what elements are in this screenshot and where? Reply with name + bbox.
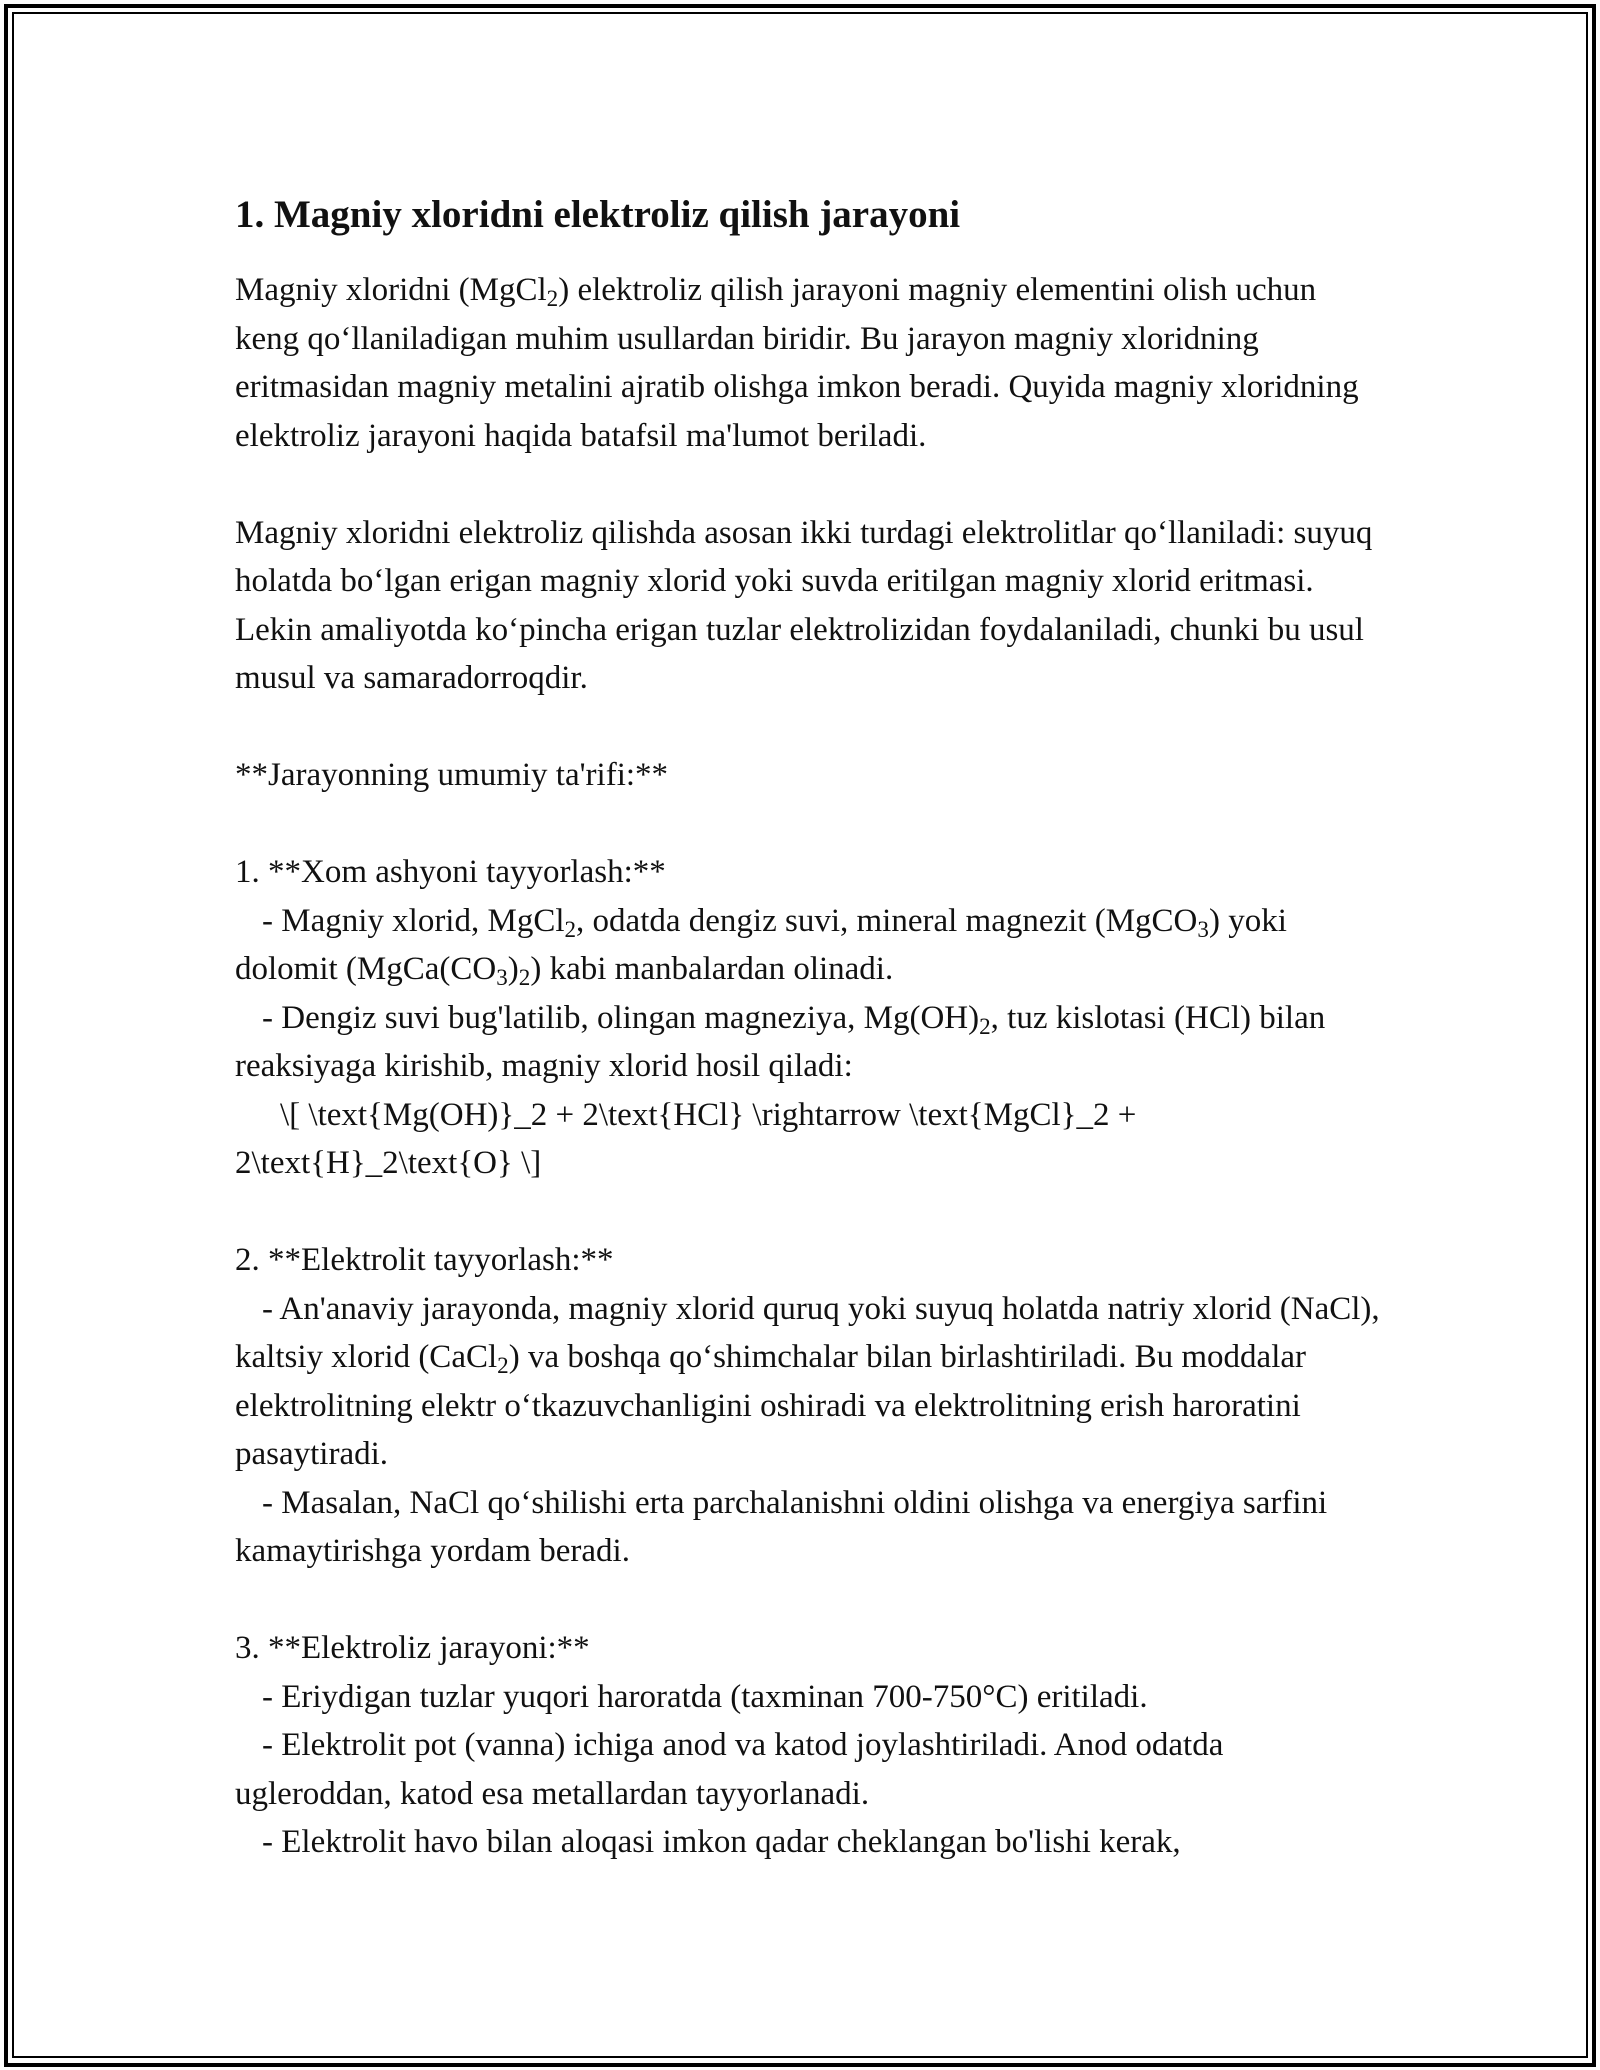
- section-1-formula: \[ \text{Mg(OH)}_2 + 2\text{HCl} \rightarrow \text{MgCl}_2 + 2\text{H}_2\text{O} \]: [235, 1096, 1137, 1181]
- electrolyte-paragraph: Magniy xloridni elektroliz qilishda asosan ikki turdagi elektrolitlar qo‘llaniladi: suyuq holatda bo‘lgan erigan magniy xlorid yoki suvda eritilgan magniy xlorid eritmasi. Lekin amaliyotda ko‘pincha erigan tuzlar elektrolizidan foydalaniladi, chunki bu usul musul va samaradorroqdir.: [235, 514, 1373, 696]
- section-1-bullet-2: - Dengiz suvi bug'latilib, olingan magneziya, $Mg(OH)_2$, tuz kislotasi (HCl) bilan reaksiyaga kirishib, magniy xlorid hosil qiladi:: [235, 999, 1326, 1084]
- document-page: [235, 190, 1385, 1867]
- section-2-bullet-2: - Masalan, NaCl qo‘shilishi erta parchalanishni oldini olishga va energiya sarfini kamaytirishga yordam beradi.: [235, 1484, 1328, 1569]
- paragraph-gap: [235, 703, 1385, 752]
- section-2-title: 2. **Elektrolit tayyorlash:**: [235, 1242, 614, 1278]
- section-1-bullet-1: - Magniy xlorid, MgCl$_2$, odatda dengiz suvi, mineral magnezit (MgCO$_3$) yoki dolomit $(MgCa(CO_3)_2)$ kabi manbalardan olinadi.: [235, 902, 1287, 990]
- section-3-bullet-3: - Elektrolit havo bilan aloqasi imkon qadar cheklangan bo'lishi kerak,: [262, 1824, 1181, 1860]
- section-3-bullet-1: - Eriydigan tuzlar yuqori haroratda (taxminan 700-750°C) eritiladi.: [262, 1678, 1148, 1715]
- paragraph-gap: [235, 460, 1385, 509]
- section-3-bullet-2: - Elektrolit pot (vanna) ichiga anod va katod joylashtiriladi. Anod odatda ugleroddan, katod esa metallardan tayyorlanadi.: [235, 1727, 1224, 1812]
- section-1-title: 1. **Xom ashyoni tayyorlash:**: [235, 854, 666, 890]
- paragraph-gap: [235, 800, 1385, 849]
- section-3-title: 3. **Elektroliz jarayoni:**: [235, 1630, 590, 1666]
- section-2-bullet-1: - An'anaviy jarayonda, magniy xlorid quruq yoki suyuq holatda natriy xlorid (NaCl), kaltsiy xlorid (CaCl$_2$) va boshqa qo‘shimchalar bilan birlashtiriladi. Bu moddalar elektrolitning elektr o‘tkazuvchanligini oshiradi va elektrolitning erish haroratini pasaytiradi.: [235, 1290, 1380, 1472]
- document-heading: 1. Magniy xloridni elektroliz qilish jarayoni: [235, 193, 961, 236]
- paragraph-gap: [235, 1576, 1385, 1625]
- paragraph-gap: [235, 1188, 1385, 1237]
- intro-paragraph: Magniy xloridni (MgCl$_2$) elektroliz qilish jarayoni magniy elementini olish uchun keng qo‘llaniladigan muhim usullardan biridir. Bu jarayon magniy xloridning eritmasidan magniy metalini ajratib olishga imkon beradi. Quyida magniy xloridning elektroliz jarayoni haqida batafsil ma'lumot beriladi.: [235, 272, 1359, 454]
- overview-heading: **Jarayonning umumiy ta'rifi:**: [235, 757, 669, 793]
